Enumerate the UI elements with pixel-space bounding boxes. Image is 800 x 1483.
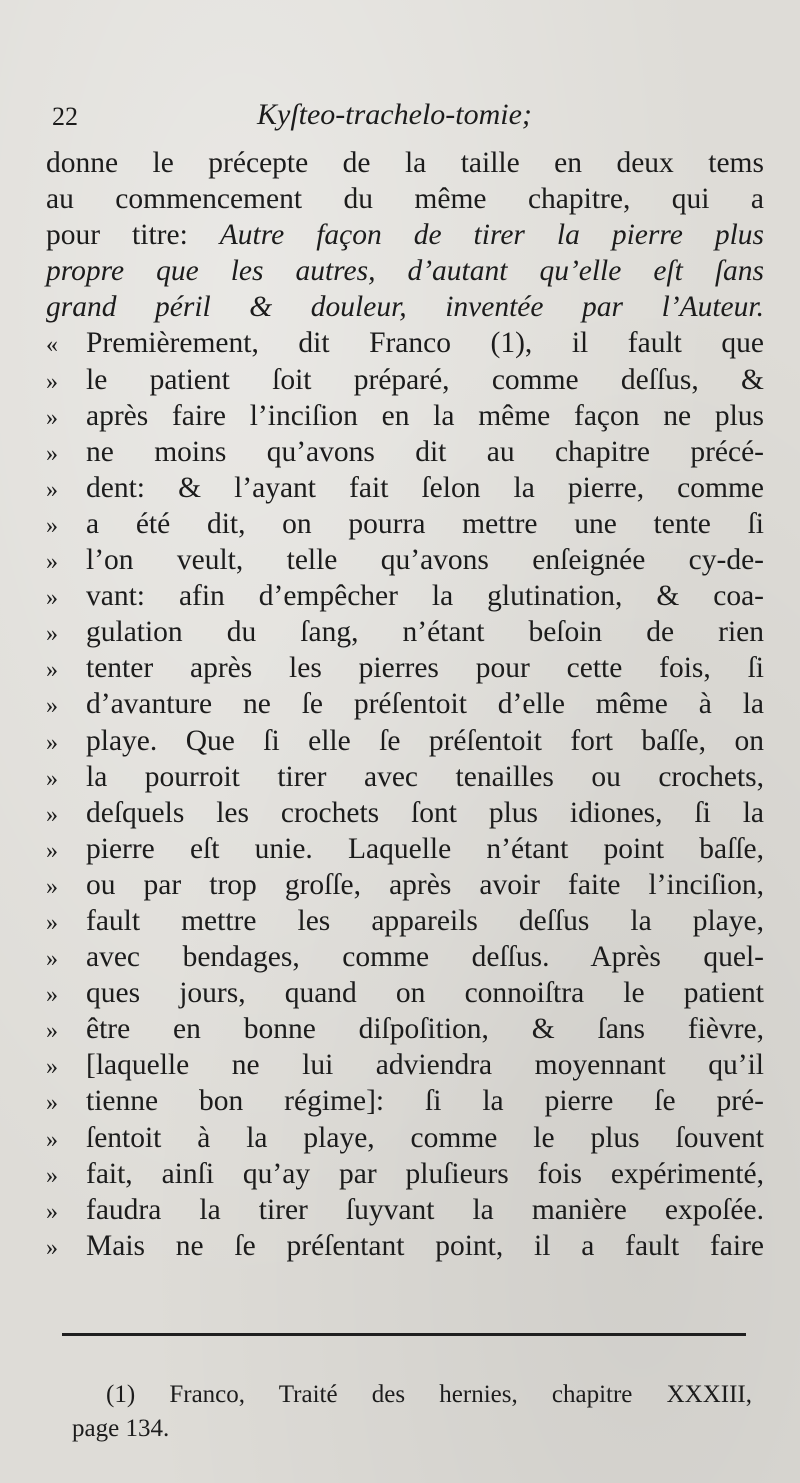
text-line: [46, 217, 764, 253]
line-text: [86, 723, 764, 759]
line-text: [86, 939, 764, 975]
text-line: [46, 362, 764, 398]
line-text: [46, 145, 764, 181]
page-number: 22: [52, 102, 78, 131]
quote-mark: »: [46, 909, 58, 936]
quote-mark: »: [46, 693, 58, 720]
text-line: [46, 1228, 764, 1264]
text-line: [46, 686, 764, 722]
text-line: [46, 1083, 764, 1119]
text-line: [46, 181, 764, 217]
line-text: [86, 1120, 764, 1156]
roman-text: [laquelle ne lui adviendra moyennant qu’il: [86, 1049, 764, 1082]
line-text: [86, 614, 764, 650]
roman-text: tenter après les pierres pour cette fois, ſi: [86, 652, 764, 685]
text-line: [46, 434, 764, 470]
text-line: [46, 831, 764, 867]
quote-mark: »: [46, 657, 58, 684]
text-line: [46, 1156, 764, 1192]
roman-text: a été dit, on pourra mettre une tente ſi: [86, 507, 764, 540]
text-line: [46, 975, 764, 1011]
roman-text: pierre eſt unie. Laquelle n’étant point baſſe,: [86, 832, 764, 865]
quote-mark: »: [46, 1234, 58, 1261]
quote-mark: »: [46, 368, 58, 395]
text-line: [46, 145, 764, 181]
line-text: [86, 759, 764, 795]
text-line: [46, 795, 764, 831]
roman-text: après faire l’inciſion en la même façon ne plus: [86, 399, 764, 432]
line-text: [86, 434, 764, 470]
roman-text: Premièrement, dit Franco (1), il fault que: [86, 327, 764, 360]
text-line: [46, 578, 764, 614]
text-line: [46, 289, 764, 325]
quote-mark: »: [46, 1054, 58, 1081]
quote-mark: »: [46, 1198, 58, 1225]
roman-text: le patient ſoit préparé, comme deſſus, &: [86, 363, 764, 396]
roman-text: Mais ne ſe préſentant point, il a fault faire: [86, 1229, 764, 1262]
line-text: [46, 253, 764, 289]
line-text: [86, 1011, 764, 1047]
line-text: [86, 362, 764, 398]
text-line: [46, 470, 764, 506]
quote-mark: »: [46, 982, 58, 1009]
text-line: [46, 542, 764, 578]
footnote-rule: [62, 1333, 746, 1336]
text-line: [46, 759, 764, 795]
roman-text: deſquels les crochets ſont plus idiones, ſi la: [86, 796, 764, 829]
roman-text: au commencement du même chapitre, qui a: [46, 183, 764, 216]
roman-text: la pourroit tirer avec tenailles ou crochets,: [86, 760, 764, 793]
line-text: [46, 217, 764, 253]
roman-text: ques jours, quand on connoiſtra le patient: [86, 977, 764, 1010]
roman-text: faudra la tirer ſuyvant la manière expoſée.: [86, 1193, 764, 1226]
line-text: [86, 1083, 764, 1119]
quote-mark: »: [46, 729, 58, 756]
quote-mark: »: [46, 837, 58, 864]
body-text: [46, 145, 764, 1264]
line-text: [86, 506, 764, 542]
text-line: [46, 506, 764, 542]
text-line: [46, 1192, 764, 1228]
line-text: [86, 470, 764, 506]
line-text: [86, 1156, 764, 1192]
roman-text: ou par trop groſſe, après avoir faite l’inciſion,: [86, 868, 764, 901]
quote-mark: »: [46, 1126, 58, 1153]
quote-mark: »: [46, 512, 58, 539]
quote-mark: »: [46, 1018, 58, 1045]
quote-mark: »: [46, 585, 58, 612]
quote-mark: »: [46, 476, 58, 503]
line-text: [86, 1228, 764, 1264]
footnote: [62, 1378, 752, 1446]
line-text: [86, 650, 764, 686]
roman-text: playe. Que ſi elle ſe préſentoit fort baſſe, on: [86, 724, 764, 757]
text-line: [46, 650, 764, 686]
line-text: [86, 542, 764, 578]
roman-text: pour titre:: [46, 219, 220, 252]
footnote-line: (1) Franco, Traité des hernies, chapitre XXXIII,: [106, 1381, 752, 1408]
italic-text: Autre façon de tirer la pierre plus: [219, 219, 764, 252]
line-text: [86, 867, 764, 903]
text-line: [46, 939, 764, 975]
line-text: [86, 325, 764, 361]
text-line: [46, 1120, 764, 1156]
quote-mark: »: [46, 549, 58, 576]
quote-mark: »: [46, 873, 58, 900]
quote-mark: »: [46, 765, 58, 792]
text-line: [46, 1011, 764, 1047]
quote-mark: »: [46, 440, 58, 467]
text-line: [46, 1047, 764, 1083]
line-text: [86, 795, 764, 831]
roman-text: gulation du ſang, n’étant beſoin de rien: [86, 616, 764, 649]
page-header: [52, 96, 764, 140]
line-text: [46, 181, 764, 217]
roman-text: l’on veult, telle qu’avons enſeignée cy-de-: [86, 544, 764, 577]
line-text: [86, 975, 764, 1011]
footnote-line: page 134.: [72, 1415, 170, 1442]
roman-text: dent: & l’ayant fait ſelon la pierre, comme: [86, 471, 764, 504]
roman-text: être en bonne diſpoſition, & ſans fièvre,: [86, 1013, 764, 1046]
quote-mark: »: [46, 801, 58, 828]
line-text: [86, 398, 764, 434]
line-text: [86, 831, 764, 867]
roman-text: donne le précepte de la taille en deux tems: [46, 147, 764, 179]
quote-mark: »: [46, 1090, 58, 1117]
text-line: [46, 723, 764, 759]
quote-mark: »: [46, 404, 58, 431]
line-text: [86, 1192, 764, 1228]
line-text: [86, 1047, 764, 1083]
text-line: [46, 253, 764, 289]
quote-mark: «: [46, 332, 58, 359]
line-text: [86, 903, 764, 939]
roman-text: ſentoit à la playe, comme le plus ſouvent: [86, 1121, 764, 1154]
text-line: [46, 867, 764, 903]
italic-text: propre que les autres, d’autant qu’elle eſt ſans: [46, 255, 764, 288]
roman-text: fait, ainſi qu’ay par pluſieurs fois expérimenté,: [86, 1157, 764, 1190]
italic-text: grand péril & douleur, inventée par l’Auteur.: [46, 291, 764, 324]
running-title: Kyſteo-trachelo-tomie;: [257, 98, 532, 131]
roman-text: avec bendages, comme deſſus. Après quel-: [86, 941, 764, 974]
line-text: [86, 686, 764, 722]
text-line: [46, 903, 764, 939]
roman-text: d’avanture ne ſe préſentoit d’elle même à la: [86, 688, 764, 721]
line-text: [46, 289, 764, 325]
line-text: [86, 578, 764, 614]
roman-text: fault mettre les appareils deſſus la playe,: [86, 904, 764, 937]
roman-text: tienne bon régime]: ſi la pierre ſe pré-: [86, 1085, 764, 1118]
text-line: [46, 614, 764, 650]
quote-mark: »: [46, 946, 58, 973]
quote-mark: »: [46, 621, 58, 648]
text-line: [46, 325, 764, 361]
roman-text: ne moins qu’avons dit au chapitre précé-: [86, 435, 764, 468]
roman-text: vant: afin d’empêcher la glutination, & coa-: [86, 580, 764, 613]
text-line: [46, 398, 764, 434]
quote-mark: »: [46, 1162, 58, 1189]
